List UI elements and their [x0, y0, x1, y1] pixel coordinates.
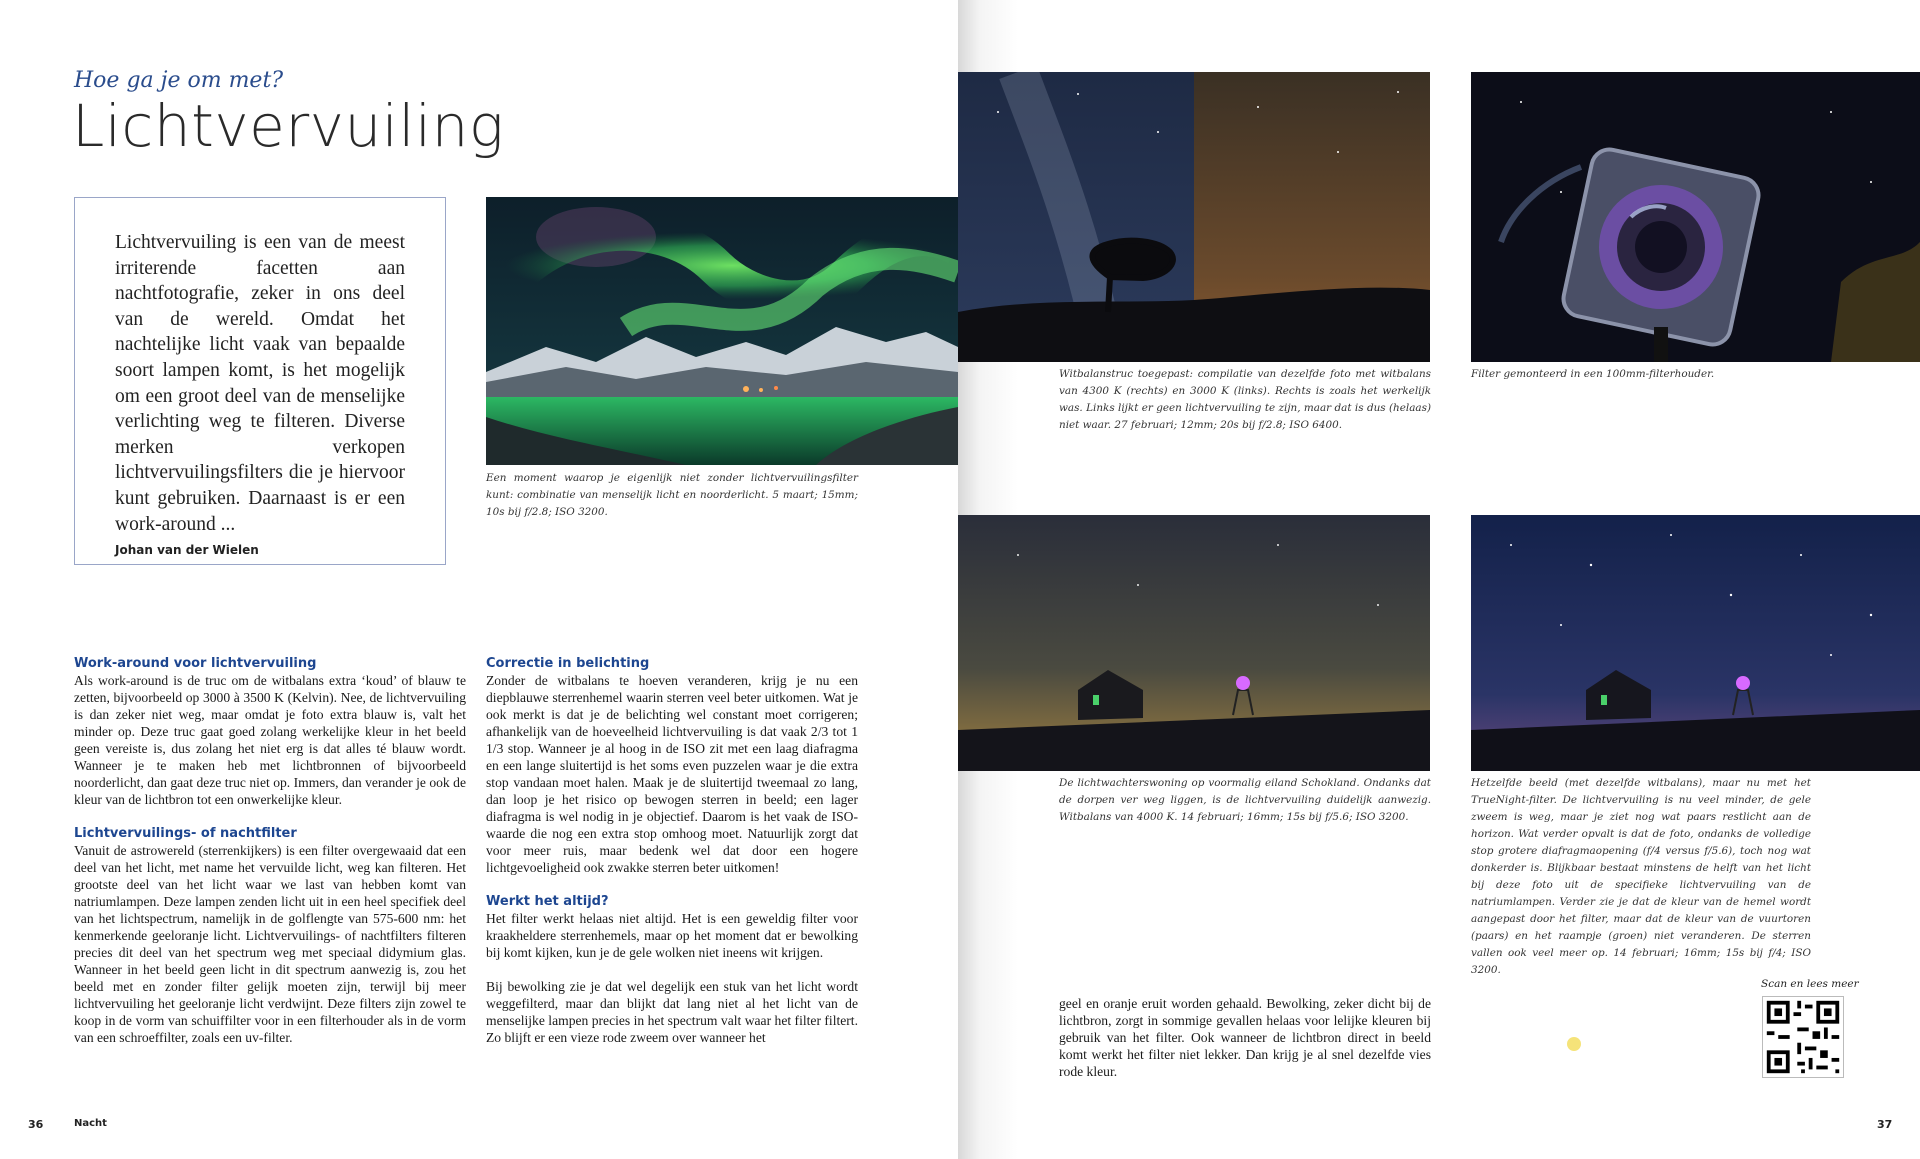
truenight-photo-image: [1471, 515, 1920, 771]
column-3: [1059, 995, 1431, 1080]
heading-correctie: Correctie in belichting: [486, 656, 650, 671]
column-2: [486, 655, 858, 1046]
aurora-photo-image: [486, 197, 958, 465]
schokland-photo: [958, 515, 1430, 771]
schokland-caption: De lichtwachterswoning op voormalig eiland Schokland. Ondanks dat de dorpen ver weg liggen, is de lichtvervuiling duidelijk aanwezig. Witbalans van 4000 K. 14 februari; 16mm; 15s bij f/5.6; ISO 3200.: [1059, 777, 1431, 823]
body-correctie: Zonder de witbalans te hoeven veranderen, krijg je nu een diepblauwe sterrenhemel waarin sterren veel beter uitkomen. Wat je ook merkt is dat je de belichting wel constant moet corrigeren; afhankelijk van de hoeveelheid lichtvervuiling is dat vaak 2/3 tot 1 1/3 stop. Wanneer je al hoog in de ISO zit met een laag diafragma en een lange sluitertijd is het soms even puzzelen waar je die extra stop vandaan moet halen. Maak je de sluitertijd tweemaal zo lang, dan loop je het risico op bewogen sterren in beeld; een lager diafragma is wel nodig in je objectief. Daarom is het vaak de ISO-waarde die nog een extra stop omhoog moet. Natuurlijk zorgt dat voor meer ruis, maar bedenk wel dat door een hogere lichtgevoeligheid ook zwakke sterren beter uitkomen!: [486, 673, 858, 875]
aurora-photo: [486, 197, 958, 465]
left-page-number: 36: [28, 1118, 44, 1131]
filter-photo-image: [1471, 72, 1920, 362]
intro-author: Johan van der Wielen: [115, 543, 259, 558]
filter-photo: [1471, 72, 1920, 362]
article-title: Lichtvervuiling: [72, 92, 505, 160]
column-1: [74, 655, 466, 1046]
whitebalance-photo: [958, 72, 1430, 362]
heading-work-around: Work-around voor lichtvervuiling: [74, 656, 317, 671]
right-page-number: 37: [1877, 1118, 1893, 1131]
body-werkt-het-altijd: Het filter werkt helaas niet altijd. Het is een geweldig filter voor kraakheldere sterrenhemels, maar op het moment dat er bewolking bij komt kijken, kun je de gele wolken niet ineens wit krijgen.: [486, 911, 858, 960]
filter-caption: Filter gemonteerd in een 100mm-filterhouder.: [1471, 368, 1715, 380]
truenight-photo: [1471, 515, 1920, 771]
intro-text: Lichtvervuiling is een van de meest irriterende facetten aan nachtfotografie, zeker in ons deel van de wereld. Omdat het nachtelijke licht vaak van bepaalde soort lampen komt, is het mogelijk om een groot deel van de menselijke verlichting weg te filteren. Diverse merken verkopen lichtvervuilingsfilters die je hiervoor kunt gebruiken. Daarnaast is er een work-around ...: [115, 232, 405, 535]
body-work-around: Als work-around is de truc om de witbalans extra ‘koud’ of blauw te zetten, bijvoorbeeld op 3000 à 3500 K (Kelvin). Nee, de lichtvervuiling is dan zeker niet weg, maar omdat je foto extra blauw is, valt het minder op. Deze truc gaat goed zolang werkelijke kleur in het beeld geen vereiste is, dus zolang het niet erg is dat alles té blauw wordt. Wanneer je te maken heb met lichtbronnen of bijvoorbeeld noorderlicht, dan gaat deze truc niet op. Immers, dan verander je ook de kleur van de lichtbron tot een onwerkelijke kleur.: [74, 673, 466, 807]
whitebalance-caption: Witbalanstruc toegepast: compilatie van dezelfde foto met witbalans van 4300 K (rechts) en 3000 K (links). Rechts is zoals het werkelijk was. Links lijkt er geen lichtvervuiling te zijn, maar dat is dus (helaas) niet waar. 27 februari; 12mm; 20s bij f/2.8; ISO 6400.: [1059, 368, 1431, 431]
whitebalance-photo-image: [958, 72, 1430, 362]
cursor-indicator: [1567, 1037, 1581, 1051]
body-bewolking: Bij bewolking zie je dat wel degelijk een stuk van het licht wordt weggefilterd, maar dan blijkt dat lang niet al het licht van de menselijke lampen precies in het spectrum valt waar het filter filtert. Zo blijft er een vieze rode zweem over wanneer het: [486, 979, 858, 1045]
aurora-caption: Een moment waarop je eigenlijk niet zonder lichtvervuilingsfilter kunt: combinatie van menselijk licht en noorderlicht. 5 maart; 15mm; 10s bij f/2.8; ISO 3200.: [486, 472, 858, 518]
intro-box: [74, 197, 446, 565]
article-kicker: Hoe ga je om met?: [74, 68, 284, 93]
left-page: [0, 0, 958, 1159]
heading-werkt-het-altijd: Werkt het altijd?: [486, 894, 609, 909]
qr-code-icon: [1763, 997, 1843, 1077]
qr-label: Scan en lees meer: [1761, 978, 1859, 990]
section-name: Nacht: [74, 1118, 107, 1129]
right-page: [958, 0, 1920, 1159]
qr-code[interactable]: [1762, 996, 1844, 1078]
schokland-photo-image: [958, 515, 1430, 771]
body-continued: geel en oranje eruit worden gehaald. Bewolking, zeker dicht bij de lichtbron, zorgt in sommige gevallen helaas voor lelijke kleuren bij gebruik van het filter. Ook wanneer de lichtbron direct in beeld komt werkt het filter niet lekker. Dan krijg je al snel dezelfde vies rode kleur.: [1059, 996, 1431, 1079]
truenight-caption: Hetzelfde beeld (met dezelfde witbalans), maar nu met het TrueNight-filter. De lichtvervuiling is nu veel minder, de gele zweem is weg, maar je ziet nog wat paars restlicht aan de horizon. Wat verder opvalt is dat de foto, ondanks de volledige stop grotere diafragmaopening (f/4 versus f/5.6), toch nog wat donkerder is. Blijkbaar bestaat minstens de helft van het licht bij deze foto uit de specifieke lichtvervuiling van de natriumlampen. Verder zie je dat de kleur van de hemel wordt aangepast door het filter, maar dat de kleur van de vuurtoren (paars) en het raampje (groen) niet veranderen. De sterren vallen ook veel meer op. 14 februari; 16mm; 15s bij f/4; ISO 3200.: [1471, 777, 1811, 976]
body-nachtfilter: Vanuit de astrowereld (sterrenkijkers) is een filter overgewaaid dat een deel van het licht, met name het vervuilde licht, weg kan filteren. Het grootste deel van het licht waar we last van hebben komt van natriumlampen. Deze lampen zenden licht uit in een heel specifiek deel van het lichtspectrum, namelijk in de golflengte van 575-600 nm: het kenmerkende geeloranje licht. Lichtvervuilings- of nachtfilters filteren precies dit deel van het spectrum weg met speciaal didymium glas. Wanneer in het beeld geen licht in dit spectrum aanwezig is, zou het beeld met en zonder filter gelijk moeten zijn, terwijl bij meer lichtvervuiling het geeloranje licht verdwijnt. Deze filters zijn zowel te koop in de vorm van schuiffilter voor in een filterhouder als in de vorm van een schroeffilter, zoals een uv-filter.: [74, 843, 466, 1045]
heading-nachtfilter: Lichtvervuilings- of nachtfilter: [74, 826, 297, 841]
